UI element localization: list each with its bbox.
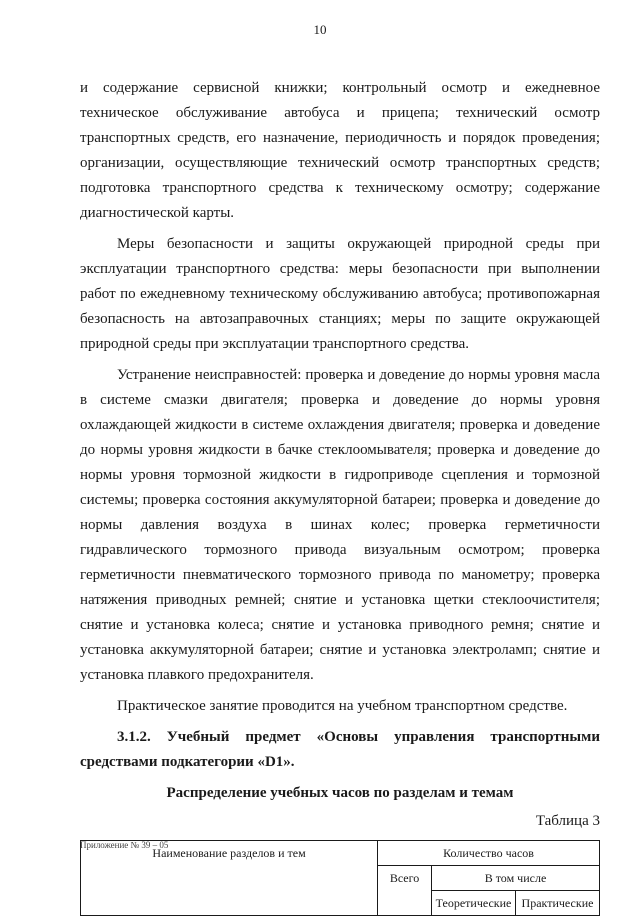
paragraph-safety: Меры безопасности и защиты окружающей природной среды при эксплуатации транспортного средства: меры безопасности при выполнении работ по ежедневному техническому обслуживанию автобуса; противопожарная безопасность на автозаправочных станциях; меры по защите окружающей природной среды при эксплуатации транспортного средства. — [80, 236, 600, 352]
table-caption: Таблица 3 — [535, 813, 600, 829]
paragraph-repairs: Устранение неисправностей: проверка и доведение до нормы уровня масла в системе смазки двигателя; проверка и доведение до нормы уровня охлаждающей жидкости в системе охлаждения двигателя; проверка и доведение до нормы уровня жидкости в бачке стеклоомывателя; проверка и доведение до нормы уровня тормозной жидкости в гидроприводе сцепления и тормозной системы; проверка состояния аккумуляторной батареи; проверка и доведение до нормы давления воздуха в шинах колес; проверка герметичности гидравлического тормозного привода визуальным осмотром; проверка герметичности пневматического тормозного привода по манометру; проверка натяжения приводных ремней; снятие и установка щетки стеклоочистителя; снятие и установка колеса; снятие и установка приводного ремня; снятие и установка аккумуляторной батареи; снятие и установка электроламп; снятие и установка плавкого предохранителя. — [80, 367, 600, 683]
header-total: Всего — [378, 866, 432, 916]
table-title: Распределение учебных часов по разделам и темам — [166, 785, 514, 801]
header-practice: Практические — [516, 891, 600, 916]
header-hours: Количество часов — [378, 841, 600, 866]
paragraph-maintenance: и содержание сервисной книжки; контрольный осмотр и ежедневное техническое обслуживание автобуса и прицепа; технический осмотр транспортных средств, его назначение, периодичность и порядок проведения; организации, осуществляющие технический осмотр транспортных средств; подготовка транспортного средства к техническому осмотру; содержание диагностической карты. — [80, 80, 600, 221]
paragraph-practice-note: Практическое занятие проводится на учебном транспортном средстве. — [117, 698, 568, 714]
page-number: 10 — [313, 22, 327, 37]
header-theory: Теоретические — [432, 891, 516, 916]
footer-note: Приложение № 39 – 05 — [80, 840, 169, 850]
header-including: В том числе — [432, 866, 600, 891]
header-section-name: Наименование разделов и тем — [81, 841, 378, 916]
section-heading: 3.1.2. Учебный предмет «Основы управления транспортными средствами подкатегории «D1». — [80, 729, 600, 770]
document-body — [80, 76, 600, 916]
hours-table — [80, 840, 600, 916]
